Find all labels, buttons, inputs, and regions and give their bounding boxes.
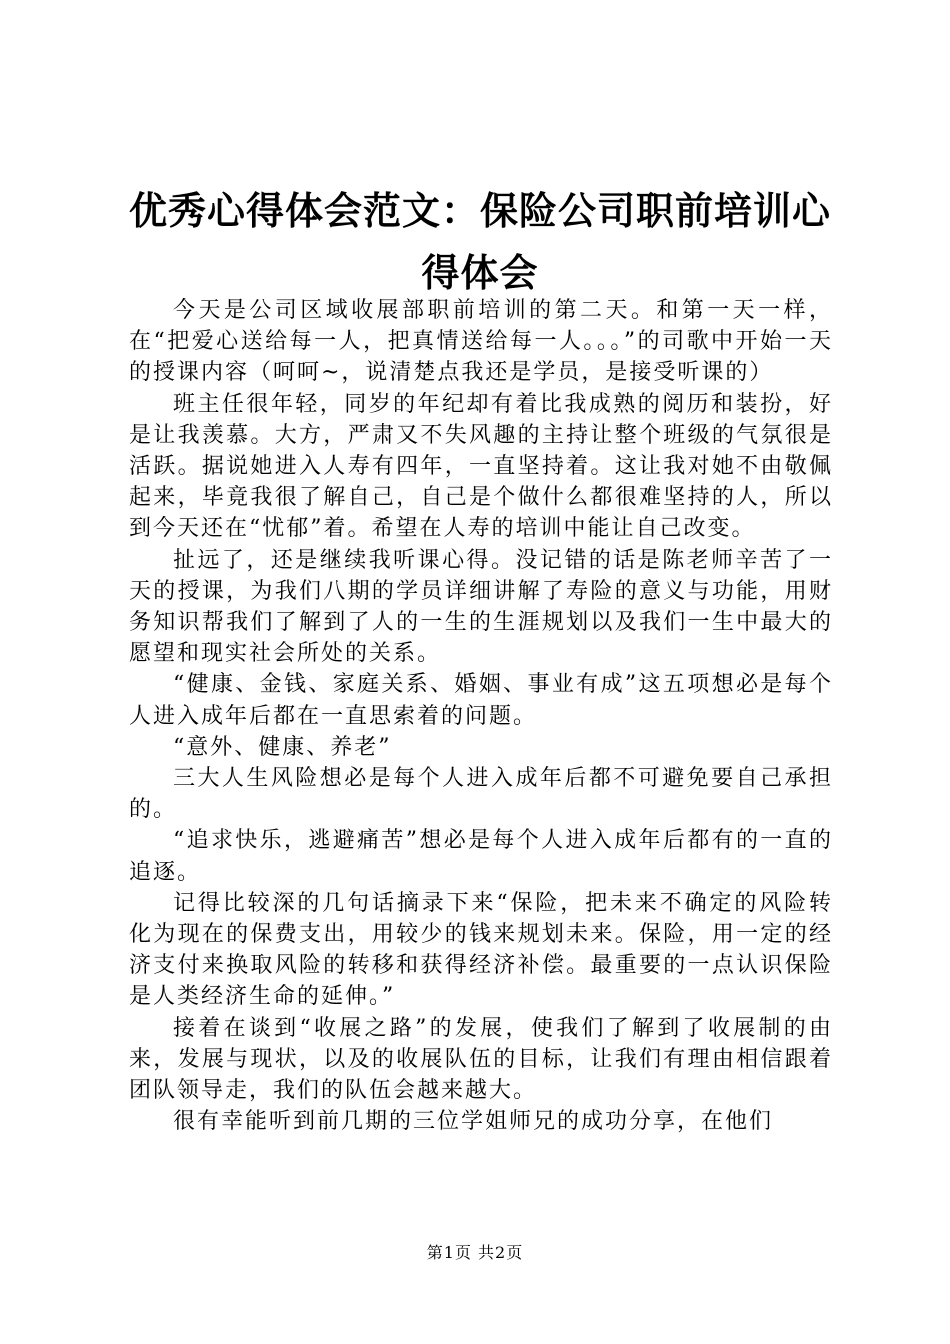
page-number-footer: 第1页 共2页	[426, 1243, 524, 1262]
paragraph: “追求快乐，逃避痛苦”想必是每个人进入成年后都有的一直的追逐。	[129, 828, 833, 885]
paragraph: 班主任很年轻，同岁的年纪却有着比我成熟的阅历和装扮，好是让我羡慕。大方，严肃又不失风趣的主持让整个班级的气氛很是活跃。据说她进入人寿有四年，一直坚持着。这让我对她不由敬佩起来，毕竟我很了解自己，自己是个做什么都很难坚持的人，所以到今天还在“忧郁”着。希望在人寿的培训中能让自己改变。	[129, 391, 833, 542]
document-title: 优秀心得体会范文：保险公司职前培训心得体会	[128, 188, 831, 295]
paragraph: 三大人生风险想必是每个人进入成年后都不可避免要自己承担的。	[129, 766, 833, 823]
paragraph: 记得比较深的几句话摘录下来“保险，把未来不确定的风险转化为现在的保费支出，用较少的钱来规划未来。保险，用一定的经济支付来换取风险的转移和获得经济补偿。最重要的一点认识保险是人类经济生命的延伸。”	[129, 890, 833, 1010]
paragraph: “健康、金钱、家庭关系、婚姻、事业有成”这五项想必是每个人进入成年后都在一直思索着的问题。	[129, 672, 833, 729]
paragraph: 很有幸能听到前几期的三位学姐师兄的成功分享，在他们	[173, 1109, 774, 1135]
paragraph: “意外、健康、养老”	[173, 734, 392, 760]
paragraph: 今天是公司区域收展部职前培训的第二天。和第一天一样，在“把爱心送给每一人，把真情送给每一人。。。”的司歌中开始一天的授课内容（呵呵~，说清楚点我还是学员，是接受听课的）	[129, 298, 833, 386]
paragraph: 扯远了，还是继续我听课心得。没记错的话是陈老师辛苦了一天的授课，为我们八期的学员详细讲解了寿险的意义与功能，用财务知识帮我们了解到了人的一生的生涯规划以及我们一生中最大的愿望和现实社会所处的关系。	[129, 547, 833, 667]
document-body	[129, 295, 833, 1137]
paragraph: 接着在谈到“收展之路”的发展，使我们了解到了收展制的由来，发展与现状，以及的收展队伍的目标，让我们有理由相信跟着团队领导走，我们的队伍会越来越大。	[129, 1015, 833, 1104]
